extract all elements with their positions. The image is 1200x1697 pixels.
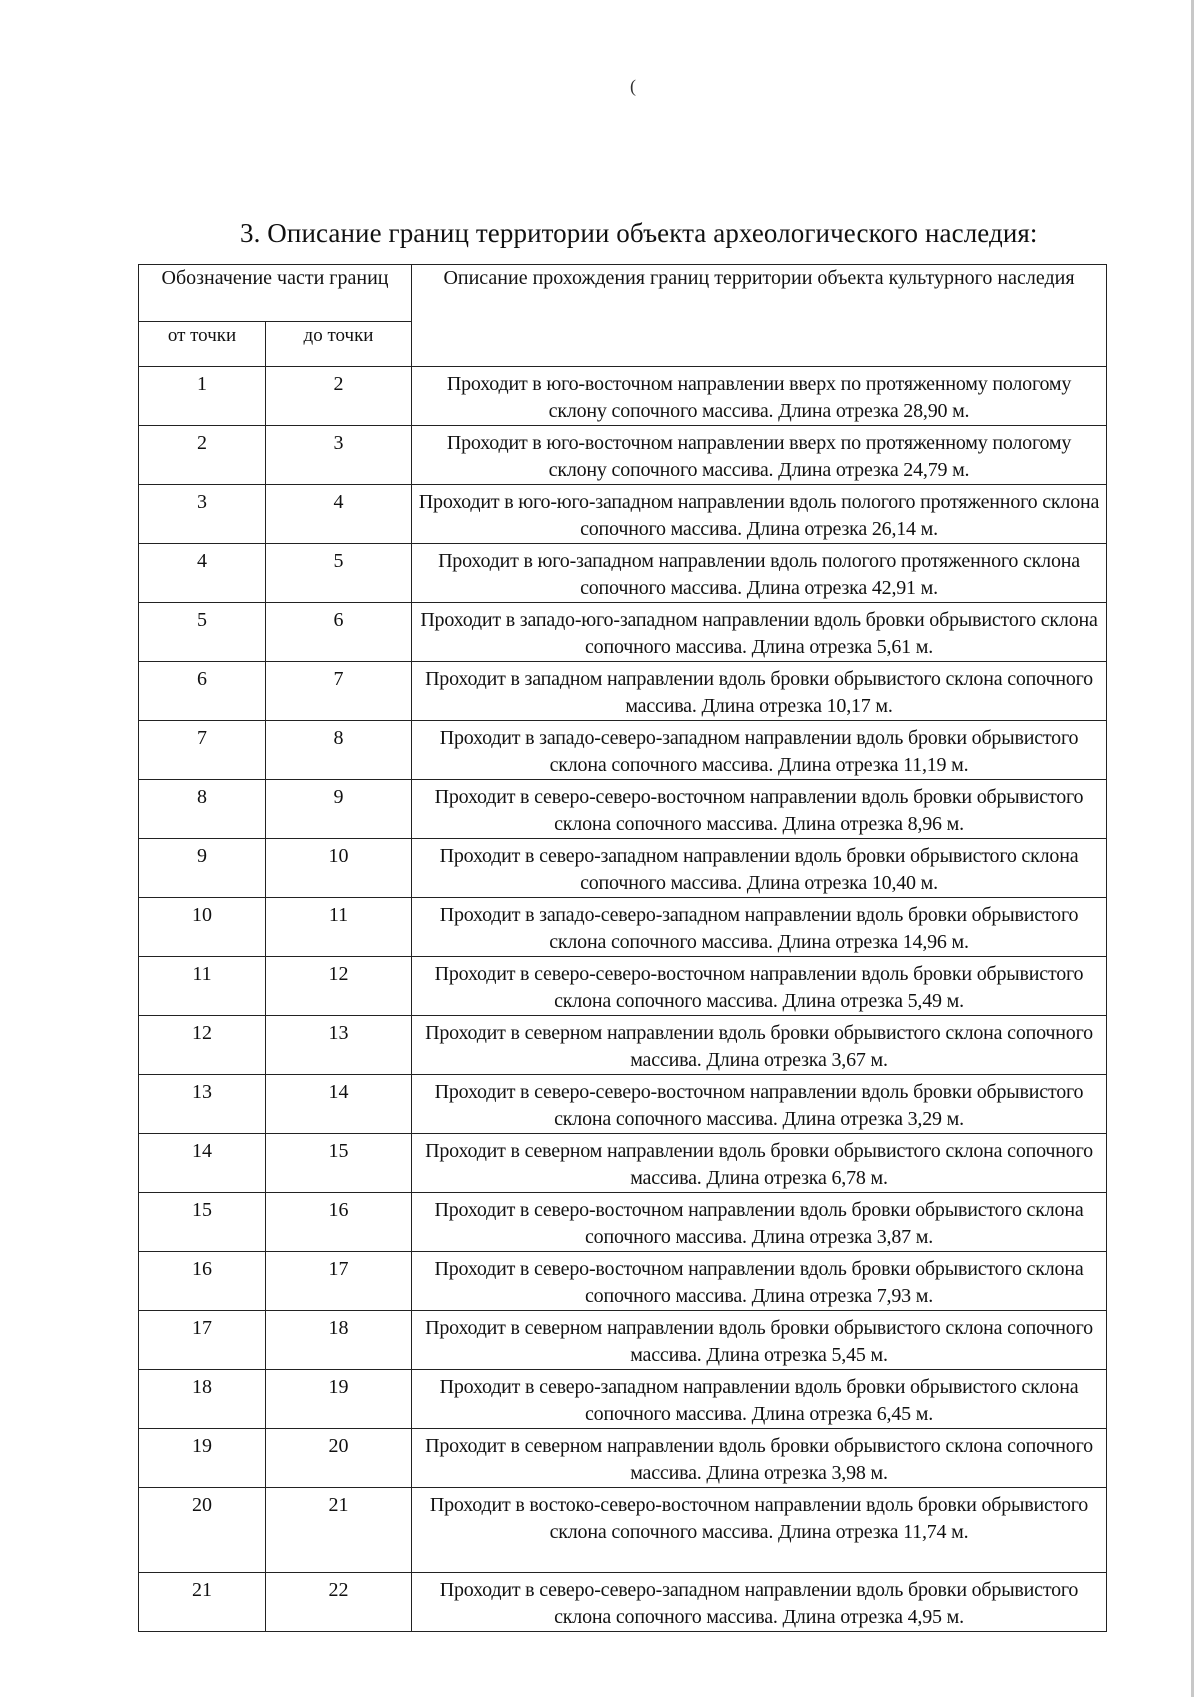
to-point-cell: 10 [266,839,412,898]
table-row [139,898,1107,957]
to-point-cell: 9 [266,780,412,839]
to-point-cell: 16 [266,1193,412,1252]
from-point-cell: 4 [139,544,266,603]
description-cell: Проходит в северо-западном направлении вдоль бровки обрывистого склона сопочного массива. Длина отрезка 10,40 м. [412,839,1107,898]
table-row [139,780,1107,839]
from-point-cell: 17 [139,1311,266,1370]
to-point-cell: 11 [266,898,412,957]
description-cell: Проходит в северном направлении вдоль бровки обрывистого склона сопочного массива. Длина отрезка 3,98 м. [412,1429,1107,1488]
from-point-cell: 11 [139,957,266,1016]
from-point-cell: 8 [139,780,266,839]
table-row [139,957,1107,1016]
description-cell: Проходит в юго-западном направлении вдоль пологого протяженного склона сопочного массива. Длина отрезка 42,91 м. [412,544,1107,603]
description-cell: Проходит в северном направлении вдоль бровки обрывистого склона сопочного массива. Длина отрезка 3,67 м. [412,1016,1107,1075]
from-point-cell: 16 [139,1252,266,1311]
description-cell: Проходит в северо-северо-восточном направлении вдоль бровки обрывистого склона сопочного массива. Длина отрезка 5,49 м. [412,957,1107,1016]
table-row [139,1573,1107,1632]
from-point-cell: 12 [139,1016,266,1075]
from-point-cell: 20 [139,1488,266,1573]
table-row [139,1370,1107,1429]
from-point-cell: 9 [139,839,266,898]
table-row [139,1252,1107,1311]
description-cell: Проходит в северо-западном направлении вдоль бровки обрывистого склона сопочного массива. Длина отрезка 6,45 м. [412,1370,1107,1429]
to-point-cell: 3 [266,426,412,485]
description-cell: Проходит в востоко-северо-восточном направлении вдоль бровки обрывистого склона сопочного массива. Длина отрезка 11,74 м. [412,1488,1107,1573]
boundary-table [138,264,1107,1632]
to-point-cell: 21 [266,1488,412,1573]
table-row [139,485,1107,544]
header-description: Описание прохождения границ территории объекта культурного наследия [412,265,1107,367]
table-row [139,721,1107,780]
from-point-cell: 10 [139,898,266,957]
to-point-cell: 5 [266,544,412,603]
to-point-cell: 8 [266,721,412,780]
description-cell: Проходит в северо-северо-восточном направлении вдоль бровки обрывистого склона сопочного массива. Длина отрезка 8,96 м. [412,780,1107,839]
description-cell: Проходит в северном направлении вдоль бровки обрывистого склона сопочного массива. Длина отрезка 6,78 м. [412,1134,1107,1193]
description-cell: Проходит в западном направлении вдоль бровки обрывистого склона сопочного массива. Длина отрезка 10,17 м. [412,662,1107,721]
table-row [139,426,1107,485]
section-heading: 3. Описание границ территории объекта археологического наследия: [240,218,1038,248]
from-point-cell: 5 [139,603,266,662]
from-point-cell: 1 [139,367,266,426]
table-body [139,367,1107,1632]
from-point-cell: 15 [139,1193,266,1252]
description-cell: Проходит в западо-юго-западном направлении вдоль бровки обрывистого склона сопочного массива. Длина отрезка 5,61 м. [412,603,1107,662]
table-row [139,367,1107,426]
table-row [139,662,1107,721]
description-cell: Проходит в северо-восточном направлении вдоль бровки обрывистого склона сопочного массива. Длина отрезка 7,93 м. [412,1252,1107,1311]
to-point-cell: 7 [266,662,412,721]
to-point-cell: 6 [266,603,412,662]
to-point-cell: 17 [266,1252,412,1311]
from-point-cell: 2 [139,426,266,485]
from-point-cell: 19 [139,1429,266,1488]
to-point-cell: 15 [266,1134,412,1193]
page-edge-line [1191,0,1194,1697]
to-point-cell: 13 [266,1016,412,1075]
table-row [139,1311,1107,1370]
table-row [139,1488,1107,1573]
table-row [139,1134,1107,1193]
to-point-cell: 4 [266,485,412,544]
from-point-cell: 18 [139,1370,266,1429]
header-from-point: от точки [139,322,266,367]
description-cell: Проходит в северном направлении вдоль бровки обрывистого склона сопочного массива. Длина отрезка 5,45 м. [412,1311,1107,1370]
table-row [139,1193,1107,1252]
description-cell: Проходит в западо-северо-западном направлении вдоль бровки обрывистого склона сопочного массива. Длина отрезка 14,96 м. [412,898,1107,957]
header-boundary-part: Обозначение части границ [139,265,412,322]
from-point-cell: 3 [139,485,266,544]
table-row [139,544,1107,603]
description-cell: Проходит в юго-восточном направлении вверх по протяженному пологому склону сопочного массива. Длина отрезка 28,90 м. [412,367,1107,426]
from-point-cell: 14 [139,1134,266,1193]
to-point-cell: 14 [266,1075,412,1134]
table-row [139,1016,1107,1075]
from-point-cell: 13 [139,1075,266,1134]
table-row [139,1429,1107,1488]
from-point-cell: 6 [139,662,266,721]
to-point-cell: 20 [266,1429,412,1488]
from-point-cell: 7 [139,721,266,780]
header-to-point: до точки [266,322,412,367]
to-point-cell: 19 [266,1370,412,1429]
page-mark: ( [630,76,636,96]
description-cell: Проходит в юго-юго-западном направлении вдоль пологого протяженного склона сопочного массива. Длина отрезка 26,14 м. [412,485,1107,544]
to-point-cell: 2 [266,367,412,426]
description-cell: Проходит в юго-восточном направлении вверх по протяженному пологому склону сопочного массива. Длина отрезка 24,79 м. [412,426,1107,485]
table-row [139,839,1107,898]
to-point-cell: 22 [266,1573,412,1632]
table-row [139,1075,1107,1134]
to-point-cell: 18 [266,1311,412,1370]
to-point-cell: 12 [266,957,412,1016]
from-point-cell: 21 [139,1573,266,1632]
description-cell: Проходит в северо-восточном направлении вдоль бровки обрывистого склона сопочного массива. Длина отрезка 3,87 м. [412,1193,1107,1252]
description-cell: Проходит в северо-северо-западном направлении вдоль бровки обрывистого склона сопочного массива. Длина отрезка 4,95 м. [412,1573,1107,1632]
table-row [139,603,1107,662]
description-cell: Проходит в северо-северо-восточном направлении вдоль бровки обрывистого склона сопочного массива. Длина отрезка 3,29 м. [412,1075,1107,1134]
description-cell: Проходит в западо-северо-западном направлении вдоль бровки обрывистого склона сопочного массива. Длина отрезка 11,19 м. [412,721,1107,780]
